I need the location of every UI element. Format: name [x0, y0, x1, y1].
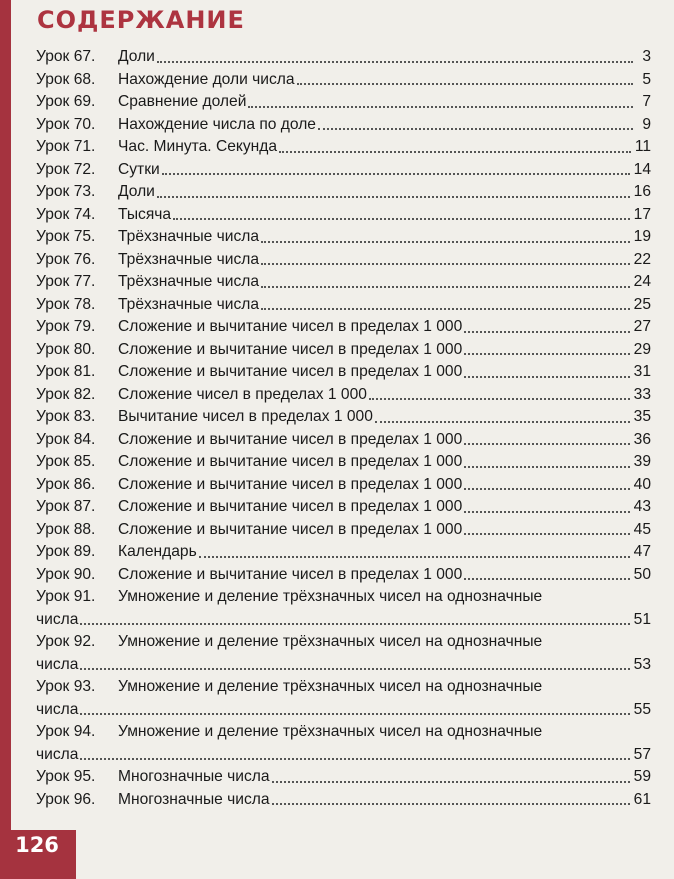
lesson-number: Урок 81. [36, 363, 96, 380]
toc-entry [36, 114, 651, 137]
toc-entry [36, 271, 651, 294]
dot-leader [199, 555, 630, 558]
lesson-title: Нахождение доли числа [118, 70, 295, 88]
toc-entry [36, 159, 651, 182]
dot-leader [375, 420, 630, 423]
lesson-title: Сложение и вычитание чисел в пределах 1 000 [118, 340, 463, 358]
dot-leader [318, 127, 633, 130]
toc-entry [36, 631, 651, 676]
dot-leader [80, 667, 629, 670]
left-accent-bar [0, 0, 11, 879]
page-ref: 33 [633, 385, 651, 403]
page-ref: 47 [633, 543, 651, 560]
page-ref: 5 [642, 70, 651, 88]
dot-leader [464, 330, 629, 333]
toc-entry [36, 361, 651, 384]
lesson-number: Урок 88. [36, 520, 96, 538]
dot-leader [80, 712, 629, 715]
page-ref: 59 [633, 768, 651, 785]
lesson-title: Многозначные числа [118, 790, 270, 808]
toc-entry [36, 91, 651, 114]
lesson-number: Урок 87. [36, 498, 96, 515]
toc-entry [36, 204, 651, 227]
toc-entry [36, 474, 651, 497]
lesson-number: Урок 75. [36, 228, 96, 245]
page-ref: 14 [633, 160, 651, 178]
toc-entry [36, 384, 651, 407]
toc-entry [36, 294, 651, 317]
page-ref: 19 [633, 228, 651, 245]
lesson-number: Урок 96. [36, 790, 96, 808]
lesson-title: Умножение и деление трёхзначных чисел на однозначные [118, 633, 543, 650]
toc-entry [36, 136, 651, 159]
page-ref: 17 [633, 205, 651, 223]
lesson-number: Урок 69. [36, 93, 96, 110]
lesson-title: Сложение и вычитание чисел в пределах 1 000 [118, 453, 463, 470]
lesson-number: Урок 78. [36, 295, 96, 313]
dot-leader [261, 262, 630, 265]
toc-entry [36, 564, 651, 587]
dot-leader [272, 802, 630, 805]
lesson-number: Урок 76. [36, 250, 96, 268]
toc-entry [36, 339, 651, 362]
lesson-title-continuation: числа [36, 610, 79, 628]
lesson-title: Умножение и деление трёхзначных чисел на однозначные [118, 588, 543, 605]
lesson-title: Трёхзначные числа [118, 228, 260, 245]
page-ref: 57 [633, 745, 651, 763]
dot-leader [272, 780, 630, 783]
page-ref: 24 [633, 273, 651, 290]
lesson-title: Умножение и деление трёхзначных чисел на однозначные [118, 723, 543, 740]
toc-entry [36, 46, 651, 69]
toc-entry [36, 519, 651, 542]
lesson-title: Трёхзначные числа [118, 273, 260, 290]
lesson-number: Урок 72. [36, 160, 96, 178]
dot-leader [157, 60, 633, 63]
lesson-title-continuation: числа [36, 745, 79, 763]
lesson-title: Сложение и вычитание чисел в пределах 1 000 [118, 430, 463, 448]
lesson-number: Урок 77. [36, 273, 96, 290]
page-ref: 55 [633, 700, 651, 718]
dot-leader [464, 352, 629, 355]
dot-leader [464, 510, 629, 513]
page-ref: 3 [642, 48, 651, 65]
lesson-number: Урок 74. [36, 205, 96, 223]
lesson-title: Сложение и вычитание чисел в пределах 1 000 [118, 363, 463, 380]
toc-entry [36, 406, 651, 429]
toc-entry [36, 766, 651, 789]
lesson-number: Урок 90. [36, 565, 96, 583]
lesson-title: Вычитание чисел в пределах 1 000 [118, 408, 373, 425]
page-ref: 35 [633, 408, 651, 425]
page-ref: 31 [633, 363, 651, 380]
toc-entry [36, 586, 651, 631]
page-ref: 27 [633, 318, 651, 335]
lesson-title: Сложение и вычитание чисел в пределах 1 000 [118, 318, 463, 335]
page-ref: 25 [633, 295, 651, 313]
lesson-title: Сутки [118, 160, 160, 178]
lesson-title: Час. Минута. Секунда [118, 138, 278, 155]
dot-leader [297, 82, 633, 85]
lesson-number: Урок 89. [36, 543, 96, 560]
page-title: СОДЕРЖАНИЕ [37, 6, 245, 34]
lesson-number: Урок 79. [36, 318, 96, 335]
page-ref: 22 [633, 250, 651, 268]
page-ref: 11 [634, 138, 651, 155]
page-ref: 51 [633, 610, 651, 628]
lesson-title: Трёхзначные числа [118, 295, 260, 313]
lesson-number: Урок 86. [36, 475, 96, 493]
toc-entry [36, 316, 651, 339]
toc-entry [36, 69, 651, 92]
toc-entry [36, 541, 651, 564]
lesson-title: Сложение и вычитание чисел в пределах 1 000 [118, 475, 463, 493]
lesson-number: Урок 95. [36, 768, 96, 785]
lesson-title: Сравнение долей [118, 93, 247, 110]
page-ref: 45 [633, 520, 651, 538]
toc-entry [36, 451, 651, 474]
toc-entry [36, 181, 651, 204]
lesson-title: Нахождение числа по доле [118, 115, 316, 133]
page-ref: 53 [633, 655, 651, 673]
lesson-title: Многозначные числа [118, 768, 270, 785]
lesson-number: Урок 82. [36, 385, 96, 403]
page-ref: 61 [633, 790, 651, 808]
page-ref: 16 [633, 183, 651, 200]
page-ref: 43 [633, 498, 651, 515]
dot-leader [173, 217, 630, 220]
toc-entry [36, 789, 651, 812]
toc-entry [36, 249, 651, 272]
lesson-title: Календарь [118, 543, 197, 560]
lesson-number: Урок 83. [36, 408, 96, 425]
page-ref: 29 [633, 340, 651, 358]
page-ref: 40 [633, 475, 651, 493]
page-ref: 36 [633, 430, 651, 448]
lesson-title: Сложение чисел в пределах 1 000 [118, 385, 367, 403]
dot-leader [279, 150, 631, 153]
page-number: 126 [15, 833, 59, 857]
lesson-title: Сложение и вычитание чисел в пределах 1 000 [118, 520, 463, 538]
dot-leader [464, 487, 629, 490]
dot-leader [157, 195, 630, 198]
dot-leader [261, 240, 630, 243]
dot-leader [464, 532, 629, 535]
lesson-number: Урок 85. [36, 453, 96, 470]
lesson-number: Урок 84. [36, 430, 96, 448]
lesson-number: Урок 68. [36, 70, 96, 88]
dot-leader [162, 172, 630, 175]
dot-leader [464, 465, 629, 468]
dot-leader [464, 442, 629, 445]
lesson-number: Урок 80. [36, 340, 96, 358]
dot-leader [261, 285, 630, 288]
toc-entry [36, 721, 651, 766]
lesson-number: Урок 92. [36, 633, 96, 650]
lesson-number: Урок 94. [36, 723, 96, 740]
toc-entry [36, 226, 651, 249]
lesson-title: Доли [118, 48, 155, 65]
page-ref: 9 [642, 115, 651, 133]
lesson-title: Сложение и вычитание чисел в пределах 1 000 [118, 498, 463, 515]
lesson-number: Урок 93. [36, 678, 96, 695]
page-ref: 39 [633, 453, 651, 470]
lesson-title: Тысяча [118, 205, 172, 223]
dot-leader [248, 105, 633, 108]
dot-leader [369, 397, 630, 400]
lesson-title: Доли [118, 183, 155, 200]
lesson-title: Умножение и деление трёхзначных чисел на однозначные [118, 678, 543, 695]
lesson-title-continuation: числа [36, 700, 79, 718]
toc-entry [36, 676, 651, 721]
page-ref: 7 [642, 93, 651, 110]
dot-leader [464, 375, 629, 378]
dot-leader [80, 622, 629, 625]
table-of-contents [36, 46, 651, 811]
lesson-title: Трёхзначные числа [118, 250, 260, 268]
dot-leader [261, 307, 630, 310]
dot-leader [80, 757, 629, 760]
page-ref: 50 [633, 565, 651, 583]
lesson-number: Урок 91. [36, 588, 96, 605]
lesson-title: Сложение и вычитание чисел в пределах 1 000 [118, 565, 463, 583]
lesson-number: Урок 67. [36, 48, 96, 65]
dot-leader [464, 577, 629, 580]
lesson-title-continuation: числа [36, 655, 79, 673]
lesson-number: Урок 73. [36, 183, 96, 200]
toc-entry [36, 496, 651, 519]
toc-entry [36, 429, 651, 452]
lesson-number: Урок 71. [36, 138, 96, 155]
lesson-number: Урок 70. [36, 115, 96, 133]
